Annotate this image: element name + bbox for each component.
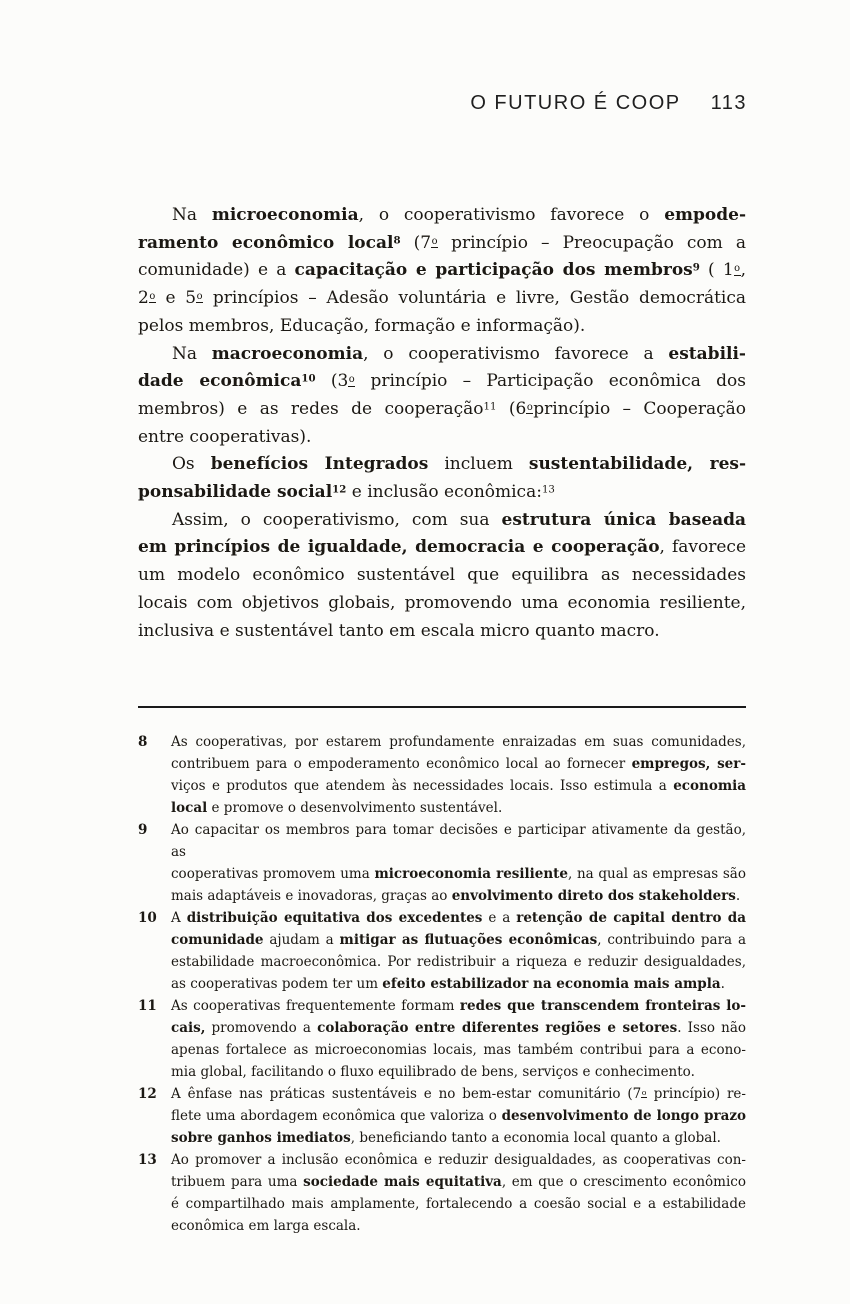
body-line: inclusiva e sustentável tanto em escala micro quanto macro. — [138, 620, 660, 641]
footnote-line: as cooperativas podem ter um efeito estabilizador na economia mais ampla. — [171, 976, 725, 992]
footnote-line: mia global, facilitando o fluxo equilibrado de bens, serviços e conhecimento. — [171, 1064, 695, 1080]
footnote-separator-rule — [138, 706, 746, 708]
body-line: Na microeconomia, o cooperativismo favorece o empode- — [172, 205, 747, 225]
footnote-text — [171, 1083, 746, 1149]
footnote-line: é compartilhado mais amplamente, fortalecendo a coesão social e a estabilidade — [171, 1196, 746, 1212]
footnote-line: viços e produtos que atendem às necessidades locais. Isso estimula a economia — [171, 778, 746, 794]
footnote — [138, 995, 746, 1083]
paragraph — [138, 507, 746, 646]
footnote-ref: 10 — [301, 372, 316, 385]
ordinal-indicator: o — [734, 263, 741, 275]
body-line: Na macroeconomia, o cooperativismo favorece a estabili- — [172, 343, 746, 364]
footnote-line: local e promove o desenvolvimento sustentável. — [171, 800, 503, 816]
ordinal-indicator: o — [431, 235, 438, 247]
body-line: comunidade) e a capacitação e participação dos membros$^9$ ( 1$^o$, — [138, 260, 746, 281]
footnote-line: As cooperativas, por estarem profundamente enraizadas em suas comunidades, — [171, 734, 746, 750]
running-header-title: O FUTURO É COOP — [470, 92, 681, 114]
footnote-line: apenas fortalece as microeconomias locais, mas também contribui para a econo- — [171, 1042, 746, 1058]
footnote — [138, 819, 746, 907]
footnote-line: Ao promover a inclusão econômica e reduzir desigualdades, as cooperativas con- — [171, 1152, 746, 1168]
body-line: em princípios de igualdade, democracia e cooperação, favorece — [138, 537, 747, 558]
footnote-line: mais adaptáveis e inovadoras, graças ao envolvimento direto dos stakeholders. — [171, 888, 741, 904]
footnote-line: estabilidade macroeconômica. Por redistribuir a riqueza e reduzir desigualdades, — [171, 954, 746, 970]
ordinal-indicator: o — [641, 1087, 647, 1097]
footnote — [138, 1083, 746, 1149]
body-line: membros) e as redes de cooperação$^{11}$ (6$^o$princípio – Cooperação — [138, 398, 746, 419]
footnotes-section — [138, 731, 746, 1237]
footnote-ref: 12 — [332, 483, 347, 496]
footnote-line: A distribuição equitativa dos excedentes e a retenção de capital dentro da — [171, 910, 746, 926]
footnote-number: 11 — [138, 998, 157, 1014]
footnote — [138, 907, 746, 995]
footnote-text — [171, 1149, 746, 1237]
body-line: dade econômica$^{10}$ (3$^o$ princípio – Participação econômica dos — [138, 371, 746, 392]
footnote-line: comunidade ajudam a mitigar as flutuações econômicas, contribuindo para a — [171, 932, 747, 948]
footnote — [138, 1149, 746, 1237]
paragraph — [138, 451, 746, 506]
ordinal-indicator: o — [526, 401, 533, 413]
body-text — [138, 202, 746, 645]
footnote-ref: 9 — [692, 261, 700, 274]
body-line: entre cooperativas). — [138, 426, 312, 447]
footnote-line: cooperativas promovem uma microeconomia resiliente, na qual as empresas são — [171, 866, 746, 882]
footnote-ref: 8 — [393, 234, 401, 247]
footnote-line: Ao capacitar os membros para tomar decisões e participar ativamente da gestão, as — [171, 822, 746, 860]
footnote-line: contribuem para o empoderamento econômico local ao fornecer empregos, ser- — [171, 756, 746, 772]
footnote-line: econômica em larga escala. — [171, 1218, 361, 1234]
running-header — [470, 92, 747, 115]
body-line: locais com objetivos globais, promovendo uma economia resiliente, — [138, 592, 746, 613]
footnote-line: cais, promovendo a colaboração entre diferentes regiões e setores. Isso não — [171, 1020, 747, 1036]
ordinal-indicator: o — [196, 290, 203, 302]
page-number: 113 — [710, 92, 747, 114]
body-line: Assim, o cooperativismo, com sua estrutura única baseada — [172, 509, 746, 530]
footnote-number: 9 — [138, 822, 148, 838]
footnote-line: flete uma abordagem econômica que valoriza o desenvolvimento de longo prazo — [171, 1108, 747, 1124]
footnote-ref: 11 — [483, 401, 497, 413]
footnote-line: A ênfase nas práticas sustentáveis e no bem-estar comunitário (7$^o$ princípio) re- — [171, 1086, 746, 1102]
footnote-number: 8 — [138, 734, 148, 750]
footnote-line: As cooperativas frequentemente formam redes que transcendem fronteiras lo- — [171, 998, 747, 1014]
footnote-text — [171, 995, 746, 1083]
footnote-text — [171, 819, 746, 907]
footnote-ref: 13 — [541, 484, 555, 496]
body-line: um modelo econômico sustentável que equilibra as necessidades — [138, 565, 746, 586]
body-line: ramento econômico local$^8$ (7$^o$ princípio – Preocupação com a — [138, 232, 746, 253]
footnote-number: 13 — [138, 1152, 157, 1168]
body-line: ponsabilidade social$^{12}$ e inclusão econômica:$^{13}$ — [138, 482, 555, 503]
footnote-line: sobre ganhos imediatos, beneficiando tanto a economia local quanto a global. — [171, 1130, 721, 1146]
paragraph — [138, 341, 746, 452]
footnote-number: 12 — [138, 1086, 157, 1102]
ordinal-indicator: o — [149, 290, 156, 302]
body-line: 2$^o$ e 5$^o$ princípios – Adesão voluntária e livre, Gestão democrática — [138, 288, 747, 309]
paragraph — [138, 202, 746, 341]
ordinal-indicator: o — [348, 374, 355, 386]
footnote-text — [171, 731, 746, 819]
footnote-line: tribuem para uma sociedade mais equitativa, em que o crescimento econômico — [171, 1174, 746, 1190]
body-line: pelos membros, Educação, formação e informação). — [138, 315, 586, 336]
footnote — [138, 731, 746, 819]
footnote-text — [171, 907, 746, 995]
body-line: Os benefícios Integrados incluem sustentabilidade, res- — [172, 454, 747, 475]
footnote-number: 10 — [138, 910, 157, 926]
